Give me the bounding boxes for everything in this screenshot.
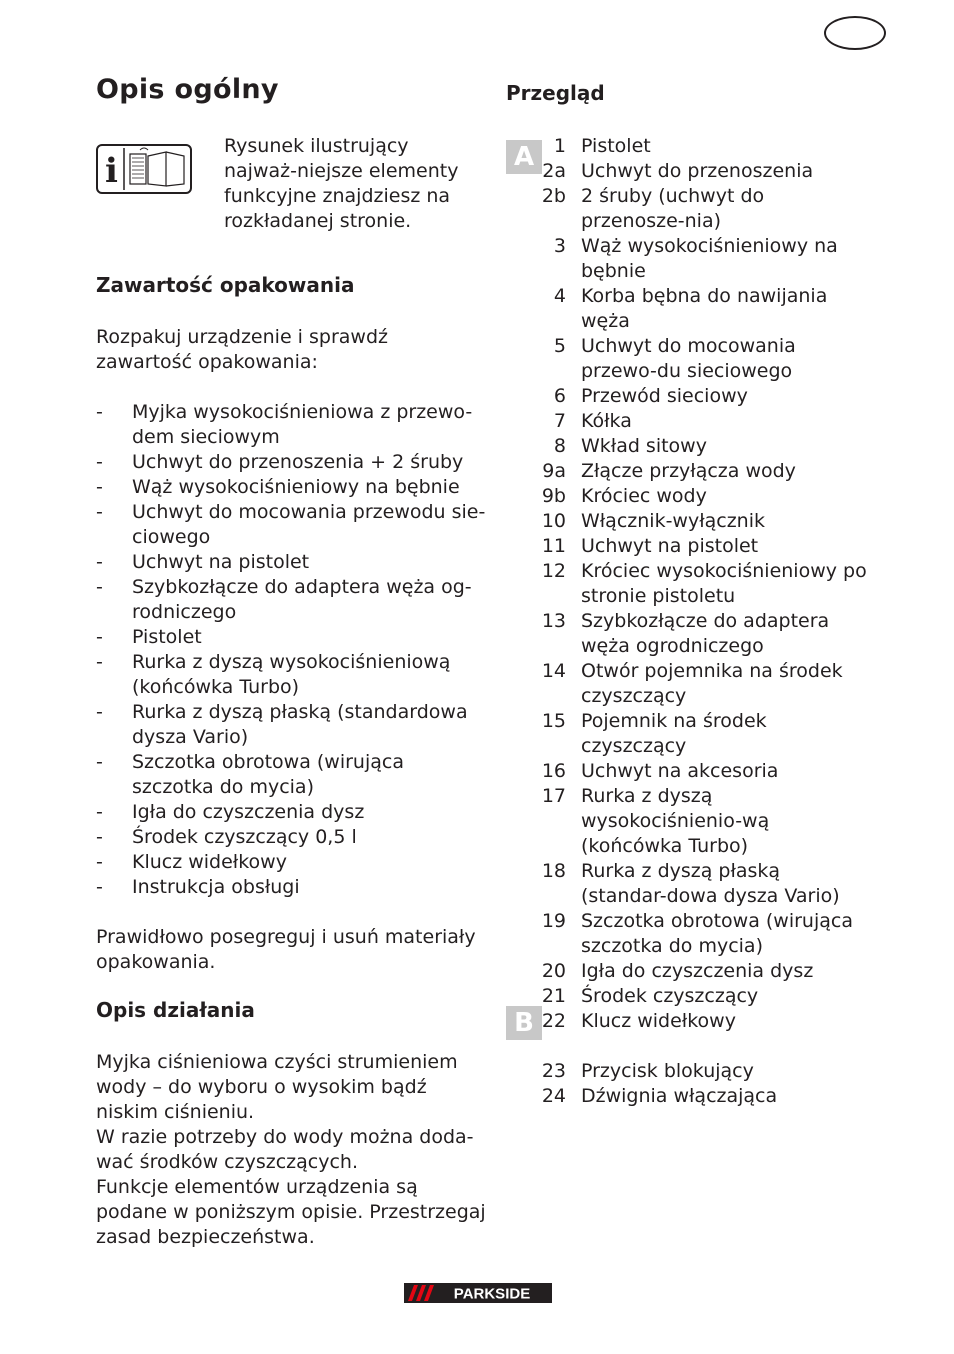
overview-item bbox=[506, 484, 896, 509]
overview-item bbox=[506, 384, 896, 409]
list-bullet: - bbox=[96, 501, 103, 523]
overview-item-label: Otwór pojemnika na środek czyszczący bbox=[581, 660, 843, 707]
overview-item-number: 2a bbox=[542, 160, 566, 182]
overview-item-label: Złącze przyłącza wody bbox=[581, 460, 796, 482]
packaging-item-label: Myjka wysokociśnieniowa z przewo-dem sieciowym bbox=[132, 401, 473, 448]
overview-item-label: Wkład sitowy bbox=[581, 435, 707, 457]
overview-item bbox=[506, 559, 896, 609]
overview-list-b bbox=[506, 1059, 896, 1109]
packaging-item bbox=[96, 500, 486, 550]
overview-item bbox=[506, 434, 896, 459]
overview-item-label: Środek czyszczący bbox=[581, 985, 759, 1007]
packaging-item-label: Szczotka obrotowa (wirująca szczotka do mycia) bbox=[132, 751, 404, 798]
overview-item-number: 7 bbox=[553, 410, 566, 432]
overview-item bbox=[506, 159, 896, 184]
overview-item-number: 22 bbox=[541, 1010, 566, 1032]
overview-item-label: Rurka z dyszą wysokociśnienio-wą (końcówka Turbo) bbox=[581, 785, 770, 857]
packaging-item bbox=[96, 850, 486, 875]
overview-item bbox=[506, 609, 896, 659]
packaging-outro: Prawidłowo posegreguj i usuń materiały opakowania. bbox=[96, 926, 476, 973]
list-bullet: - bbox=[96, 576, 103, 598]
overview-item bbox=[506, 234, 896, 284]
list-bullet: - bbox=[96, 751, 103, 773]
overview-item-number: 1 bbox=[553, 135, 566, 157]
packaging-item bbox=[96, 750, 486, 800]
overview-item-label: Przycisk blokujący bbox=[581, 1060, 754, 1082]
packaging-item bbox=[96, 625, 486, 650]
list-bullet: - bbox=[96, 851, 103, 873]
overview-item-label: Klucz widełkowy bbox=[581, 1010, 736, 1032]
overview-item-number: 20 bbox=[541, 960, 566, 982]
packaging-item-label: Wąż wysokociśnieniowy na bębnie bbox=[132, 476, 460, 498]
overview-item-label: Dźwignia włączająca bbox=[581, 1085, 778, 1107]
overview-item-number: 10 bbox=[541, 510, 566, 532]
overview-item-label: Kółka bbox=[581, 410, 632, 432]
packaging-list bbox=[96, 400, 486, 900]
overview-item-label: Wąż wysokociśnieniowy na bębnie bbox=[581, 235, 838, 282]
overview-item-number: 9a bbox=[542, 460, 566, 482]
figure-a-badge: A bbox=[506, 140, 542, 174]
overview-item bbox=[506, 759, 896, 784]
packaging-item-label: Rurka z dyszą wysokociśnieniową (końcówka Turbo) bbox=[132, 651, 451, 698]
overview-list-a bbox=[506, 134, 896, 1034]
list-bullet: - bbox=[96, 801, 103, 823]
overview-item-number: 11 bbox=[541, 535, 566, 557]
list-bullet: - bbox=[96, 476, 103, 498]
list-bullet: - bbox=[96, 826, 103, 848]
overview-item-number: 3 bbox=[553, 235, 566, 257]
overview-item-label: Włącznik-wyłącznik bbox=[581, 510, 765, 532]
overview-item-label: Króciec wysokociśnieniowy po stronie pistoletu bbox=[581, 560, 867, 607]
packaging-item bbox=[96, 400, 486, 450]
function-paragraph-3: Funkcje elementów urządzenia są podane w poniższym opisie. Przestrzegaj zasad bezpieczeństwa. bbox=[96, 1176, 486, 1248]
overview-item bbox=[506, 859, 896, 909]
overview-item bbox=[506, 509, 896, 534]
overview-item-label: Korba bębna do nawijania węża bbox=[581, 285, 828, 332]
figure-b-badge: B bbox=[506, 1006, 542, 1040]
overview-item bbox=[506, 959, 896, 984]
overview-item-label: Pojemnik na środek czyszczący bbox=[581, 710, 767, 757]
overview-item bbox=[506, 534, 896, 559]
info-foldout-icon bbox=[96, 144, 192, 194]
overview-item-label: Pistolet bbox=[581, 135, 651, 157]
overview-item-label: Króciec wody bbox=[581, 485, 707, 507]
packaging-item bbox=[96, 700, 486, 750]
overview-item-number: 21 bbox=[541, 985, 566, 1007]
overview-item-number: 4 bbox=[553, 285, 566, 307]
overview-item-number: 12 bbox=[541, 560, 566, 582]
list-bullet: - bbox=[96, 651, 103, 673]
packaging-item bbox=[96, 825, 486, 850]
packaging-item-label: Szybkozłącze do adaptera węża og-rodniczego bbox=[132, 576, 472, 623]
packaging-item bbox=[96, 875, 486, 900]
overview-item-label: Uchwyt do przenoszenia bbox=[581, 160, 814, 182]
packaging-item bbox=[96, 650, 486, 700]
overview-item-label: Przewód sieciowy bbox=[581, 385, 748, 407]
packaging-item-label: Instrukcja obsługi bbox=[132, 876, 300, 898]
parkside-logo-text: PARKSIDE bbox=[453, 1285, 531, 1303]
overview-item-label: 2 śruby (uchwyt do przenosze-nia) bbox=[581, 185, 765, 232]
overview-item bbox=[506, 709, 896, 759]
overview-item-number: 9b bbox=[541, 485, 566, 507]
overview-heading: Przegląd bbox=[506, 81, 605, 105]
language-oval bbox=[824, 16, 886, 50]
overview-item bbox=[506, 784, 896, 859]
packaging-item bbox=[96, 450, 486, 475]
packaging-item-label: Igła do czyszczenia dysz bbox=[132, 801, 365, 823]
parkside-logo bbox=[404, 1283, 552, 1303]
overview-item bbox=[506, 284, 896, 334]
overview-item-number: 23 bbox=[541, 1060, 566, 1082]
overview-item-label: Uchwyt na pistolet bbox=[581, 535, 759, 557]
packaging-item bbox=[96, 575, 486, 625]
list-bullet: - bbox=[96, 451, 103, 473]
overview-item bbox=[506, 409, 896, 434]
left-column bbox=[96, 70, 486, 1250]
right-column bbox=[506, 78, 896, 1109]
overview-item-number: 16 bbox=[541, 760, 566, 782]
overview-item-label: Szczotka obrotowa (wirująca szczotka do mycia) bbox=[581, 910, 853, 957]
overview-item-number: 5 bbox=[553, 335, 566, 357]
packaging-intro: Rozpakuj urządzenie i sprawdź zawartość opakowania: bbox=[96, 326, 388, 373]
intro-block bbox=[96, 134, 486, 252]
overview-item bbox=[506, 909, 896, 959]
overview-item bbox=[506, 984, 896, 1009]
overview-item-number: 19 bbox=[541, 910, 566, 932]
overview-item-label: Rurka z dyszą płaską (standar-dowa dysza Vario) bbox=[581, 860, 840, 907]
page-title: Opis ogólny bbox=[96, 74, 279, 105]
overview-item-number: 17 bbox=[541, 785, 566, 807]
overview-item-number: 8 bbox=[553, 435, 566, 457]
overview-item-number: 15 bbox=[541, 710, 566, 732]
overview-item-label: Igła do czyszczenia dysz bbox=[581, 960, 814, 982]
packaging-item-label: Pistolet bbox=[132, 626, 202, 648]
overview-item-label: Uchwyt do mocowania przewo-du sieciowego bbox=[581, 335, 796, 382]
overview-item bbox=[506, 659, 896, 709]
packaging-item bbox=[96, 475, 486, 500]
overview-item-number: 13 bbox=[541, 610, 566, 632]
packaging-heading: Zawartość opakowania bbox=[96, 273, 355, 297]
overview-item-label: Szybkozłącze do adaptera węża ogrodniczego bbox=[581, 610, 830, 657]
overview-item bbox=[506, 459, 896, 484]
list-bullet: - bbox=[96, 401, 103, 423]
overview-item-number: 14 bbox=[541, 660, 566, 682]
packaging-item-label: Klucz widełkowy bbox=[132, 851, 287, 873]
packaging-item-label: Rurka z dyszą płaską (standardowa dysza Vario) bbox=[132, 701, 468, 748]
list-bullet: - bbox=[96, 626, 103, 648]
intro-text: Rysunek ilustrujący najważ-niejsze elementy funkcyjne znajdziesz na rozkładanej stronie. bbox=[224, 135, 459, 232]
svg-text:i: i bbox=[105, 151, 118, 191]
overview-item bbox=[506, 134, 896, 159]
function-paragraph-1: Myjka ciśnieniowa czyści strumieniem wody – do wyboru o wysokim bądź niskim ciśnieniu. bbox=[96, 1051, 458, 1123]
overview-item bbox=[506, 1059, 896, 1084]
overview-item bbox=[506, 1084, 896, 1109]
overview-item bbox=[506, 184, 896, 234]
overview-item bbox=[506, 334, 896, 384]
list-bullet: - bbox=[96, 701, 103, 723]
list-bullet: - bbox=[96, 551, 103, 573]
packaging-item bbox=[96, 550, 486, 575]
overview-item-number: 2b bbox=[541, 185, 566, 207]
packaging-item-label: Uchwyt do przenoszenia + 2 śruby bbox=[132, 451, 464, 473]
packaging-item-label: Środek czyszczący 0,5 l bbox=[132, 826, 357, 848]
function-heading: Opis działania bbox=[96, 998, 255, 1022]
packaging-item-label: Uchwyt na pistolet bbox=[132, 551, 310, 573]
packaging-item-label: Uchwyt do mocowania przewodu sie-ciowego bbox=[132, 501, 486, 548]
overview-item bbox=[506, 1009, 896, 1034]
overview-item-number: 24 bbox=[541, 1085, 566, 1107]
overview-item-label: Uchwyt na akcesoria bbox=[581, 760, 779, 782]
function-paragraph-2: W razie potrzeby do wody można doda-wać środków czyszczących. bbox=[96, 1126, 474, 1173]
overview-item-number: 6 bbox=[553, 385, 566, 407]
overview-item-number: 18 bbox=[541, 860, 566, 882]
packaging-item bbox=[96, 800, 486, 825]
list-bullet: - bbox=[96, 876, 103, 898]
